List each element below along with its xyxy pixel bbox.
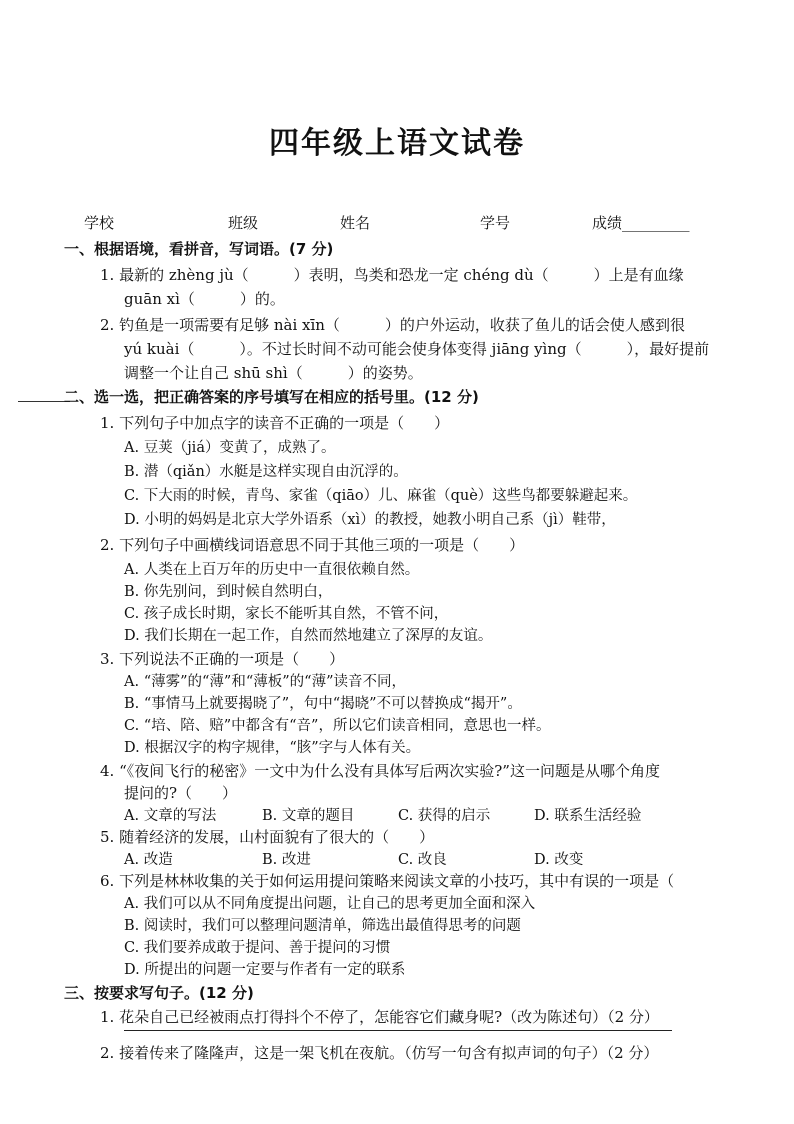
question-line: 2. 钓鱼是一项需要有足够 nài xīn（ ）的户外运动，收获了鱼儿的话会使人感到很 xyxy=(100,316,685,334)
option-a: A. 改造 xyxy=(124,852,173,868)
question-line: yú kuài（ ）。不过长时间不动可能会使身体变得 jiāng yìng（ ），最好提前 xyxy=(124,340,710,358)
question-stem: 5. 随着经济的发展，山村面貌有了很大的（ ） xyxy=(100,828,435,846)
option-a: A. “薄雾”的“薄”和“薄板”的“薄”读音不同， xyxy=(124,674,406,690)
question-line: 2. 接着传来了隆隆声，这是一架飞机在夜航。（仿写一句含有拟声词的句子）（2 分） xyxy=(100,1044,659,1062)
class-label: 班级 xyxy=(228,214,259,232)
student-info-row xyxy=(0,212,794,236)
question-stem: 4. “《夜间飞行的秘密》一文中为什么没有具体写后两次实验?”这一问题是从哪个角度 xyxy=(100,762,660,780)
question-line: 1. 花朵自己已经被雨点打得抖个不停了，怎能容它们藏身呢?（改为陈述句）（2 分） xyxy=(100,1008,659,1026)
question-line: guān xì（ ）的。 xyxy=(124,290,285,308)
question-line: 调整一个让自己 shū shì（ ）的姿势。 xyxy=(124,364,423,382)
margin-rule xyxy=(18,401,70,402)
question-stem: 6. 下列是林林收集的关于如何运用提问策略来阅读文章的小技巧，其中有误的一项是（ xyxy=(100,872,675,890)
options-row xyxy=(124,804,744,826)
score-label: 成绩_________ xyxy=(592,214,690,232)
section-heading: 三、按要求写句子。(12 分) xyxy=(64,984,254,1002)
option-d: D. 所提出的问题一定要与作者有一定的联系 xyxy=(124,962,406,978)
option-c: C. 获得的启示 xyxy=(398,808,491,824)
question-line: 1. 最新的 zhèng jù（ ）表明，鸟类和恐龙一定 chéng dù（ ）上是有血缘 xyxy=(100,266,684,284)
option-b: B. 潜（qiǎn）水艇是这样实现自由沉浮的。 xyxy=(124,464,408,480)
option-b: B. 文章的题目 xyxy=(262,808,355,824)
option-a: A. 人类在上百万年的历史中一直很依赖自然。 xyxy=(124,562,420,578)
question-stem: 3. 下列说法不正确的一项是（ ） xyxy=(100,650,345,668)
option-d: D. 根据汉字的构字规律，“胲”字与人体有关。 xyxy=(124,740,421,756)
section-heading: 二、选一选，把正确答案的序号填写在相应的括号里。(12 分) xyxy=(64,388,479,406)
option-c: C. “培、陪、赔”中都含有“咅”，所以它们读音相同，意思也一样。 xyxy=(124,718,551,734)
option-b: B. 改进 xyxy=(262,852,311,868)
option-d: D. 联系生活经验 xyxy=(534,808,642,824)
option-c: C. 孩子成长时期，家长不能听其自然，不管不问， xyxy=(124,606,449,622)
answer-line[interactable] xyxy=(124,1030,672,1031)
option-d: D. 小明的妈妈是北京大学外语系（xì）的教授，她教小明自己系（jì）鞋带， xyxy=(124,512,616,528)
question-stem: 2. 下列句子中画横线词语意思不同于其他三项的一项是（ ） xyxy=(100,536,525,554)
question-stem-cont: 提问的?（ ） xyxy=(124,784,238,802)
option-b: B. 你先别问，到时候自然明白， xyxy=(124,584,333,600)
option-c: C. 我们要养成敢于提问、善于提问的习惯 xyxy=(124,940,391,956)
option-d: D. 改变 xyxy=(534,852,584,868)
option-a: A. 豆荚（jiá）变黄了，成熟了。 xyxy=(124,440,336,456)
option-c: C. 改良 xyxy=(398,852,447,868)
number-label: 学号 xyxy=(480,214,511,232)
option-a: A. 文章的写法 xyxy=(124,808,217,824)
option-b: B. 阅读时，我们可以整理问题清单，筛选出最值得思考的问题 xyxy=(124,918,521,934)
options-row xyxy=(124,848,744,870)
school-label: 学校 xyxy=(84,214,115,232)
option-d: D. 我们长期在一起工作，自然而然地建立了深厚的友谊。 xyxy=(124,628,493,644)
page-title: 四年级上语文试卷 xyxy=(269,126,525,161)
option-a: A. 我们可以从不同角度提出问题，让自己的思考更加全面和深入 xyxy=(124,896,536,912)
name-label: 姓名 xyxy=(340,214,371,232)
option-c: C. 下大雨的时候，青鸟、家雀（qiāo）儿、麻雀（què）这些鸟都要躲避起来。 xyxy=(124,488,638,504)
question-stem: 1. 下列句子中加点字的读音不正确的一项是（ ） xyxy=(100,414,450,432)
section-heading: 一、根据语境，看拼音，写词语。(7 分) xyxy=(64,240,334,258)
option-b: B. “事情马上就要揭晓了”，句中“揭晓”不可以替换成“揭开”。 xyxy=(124,696,522,712)
